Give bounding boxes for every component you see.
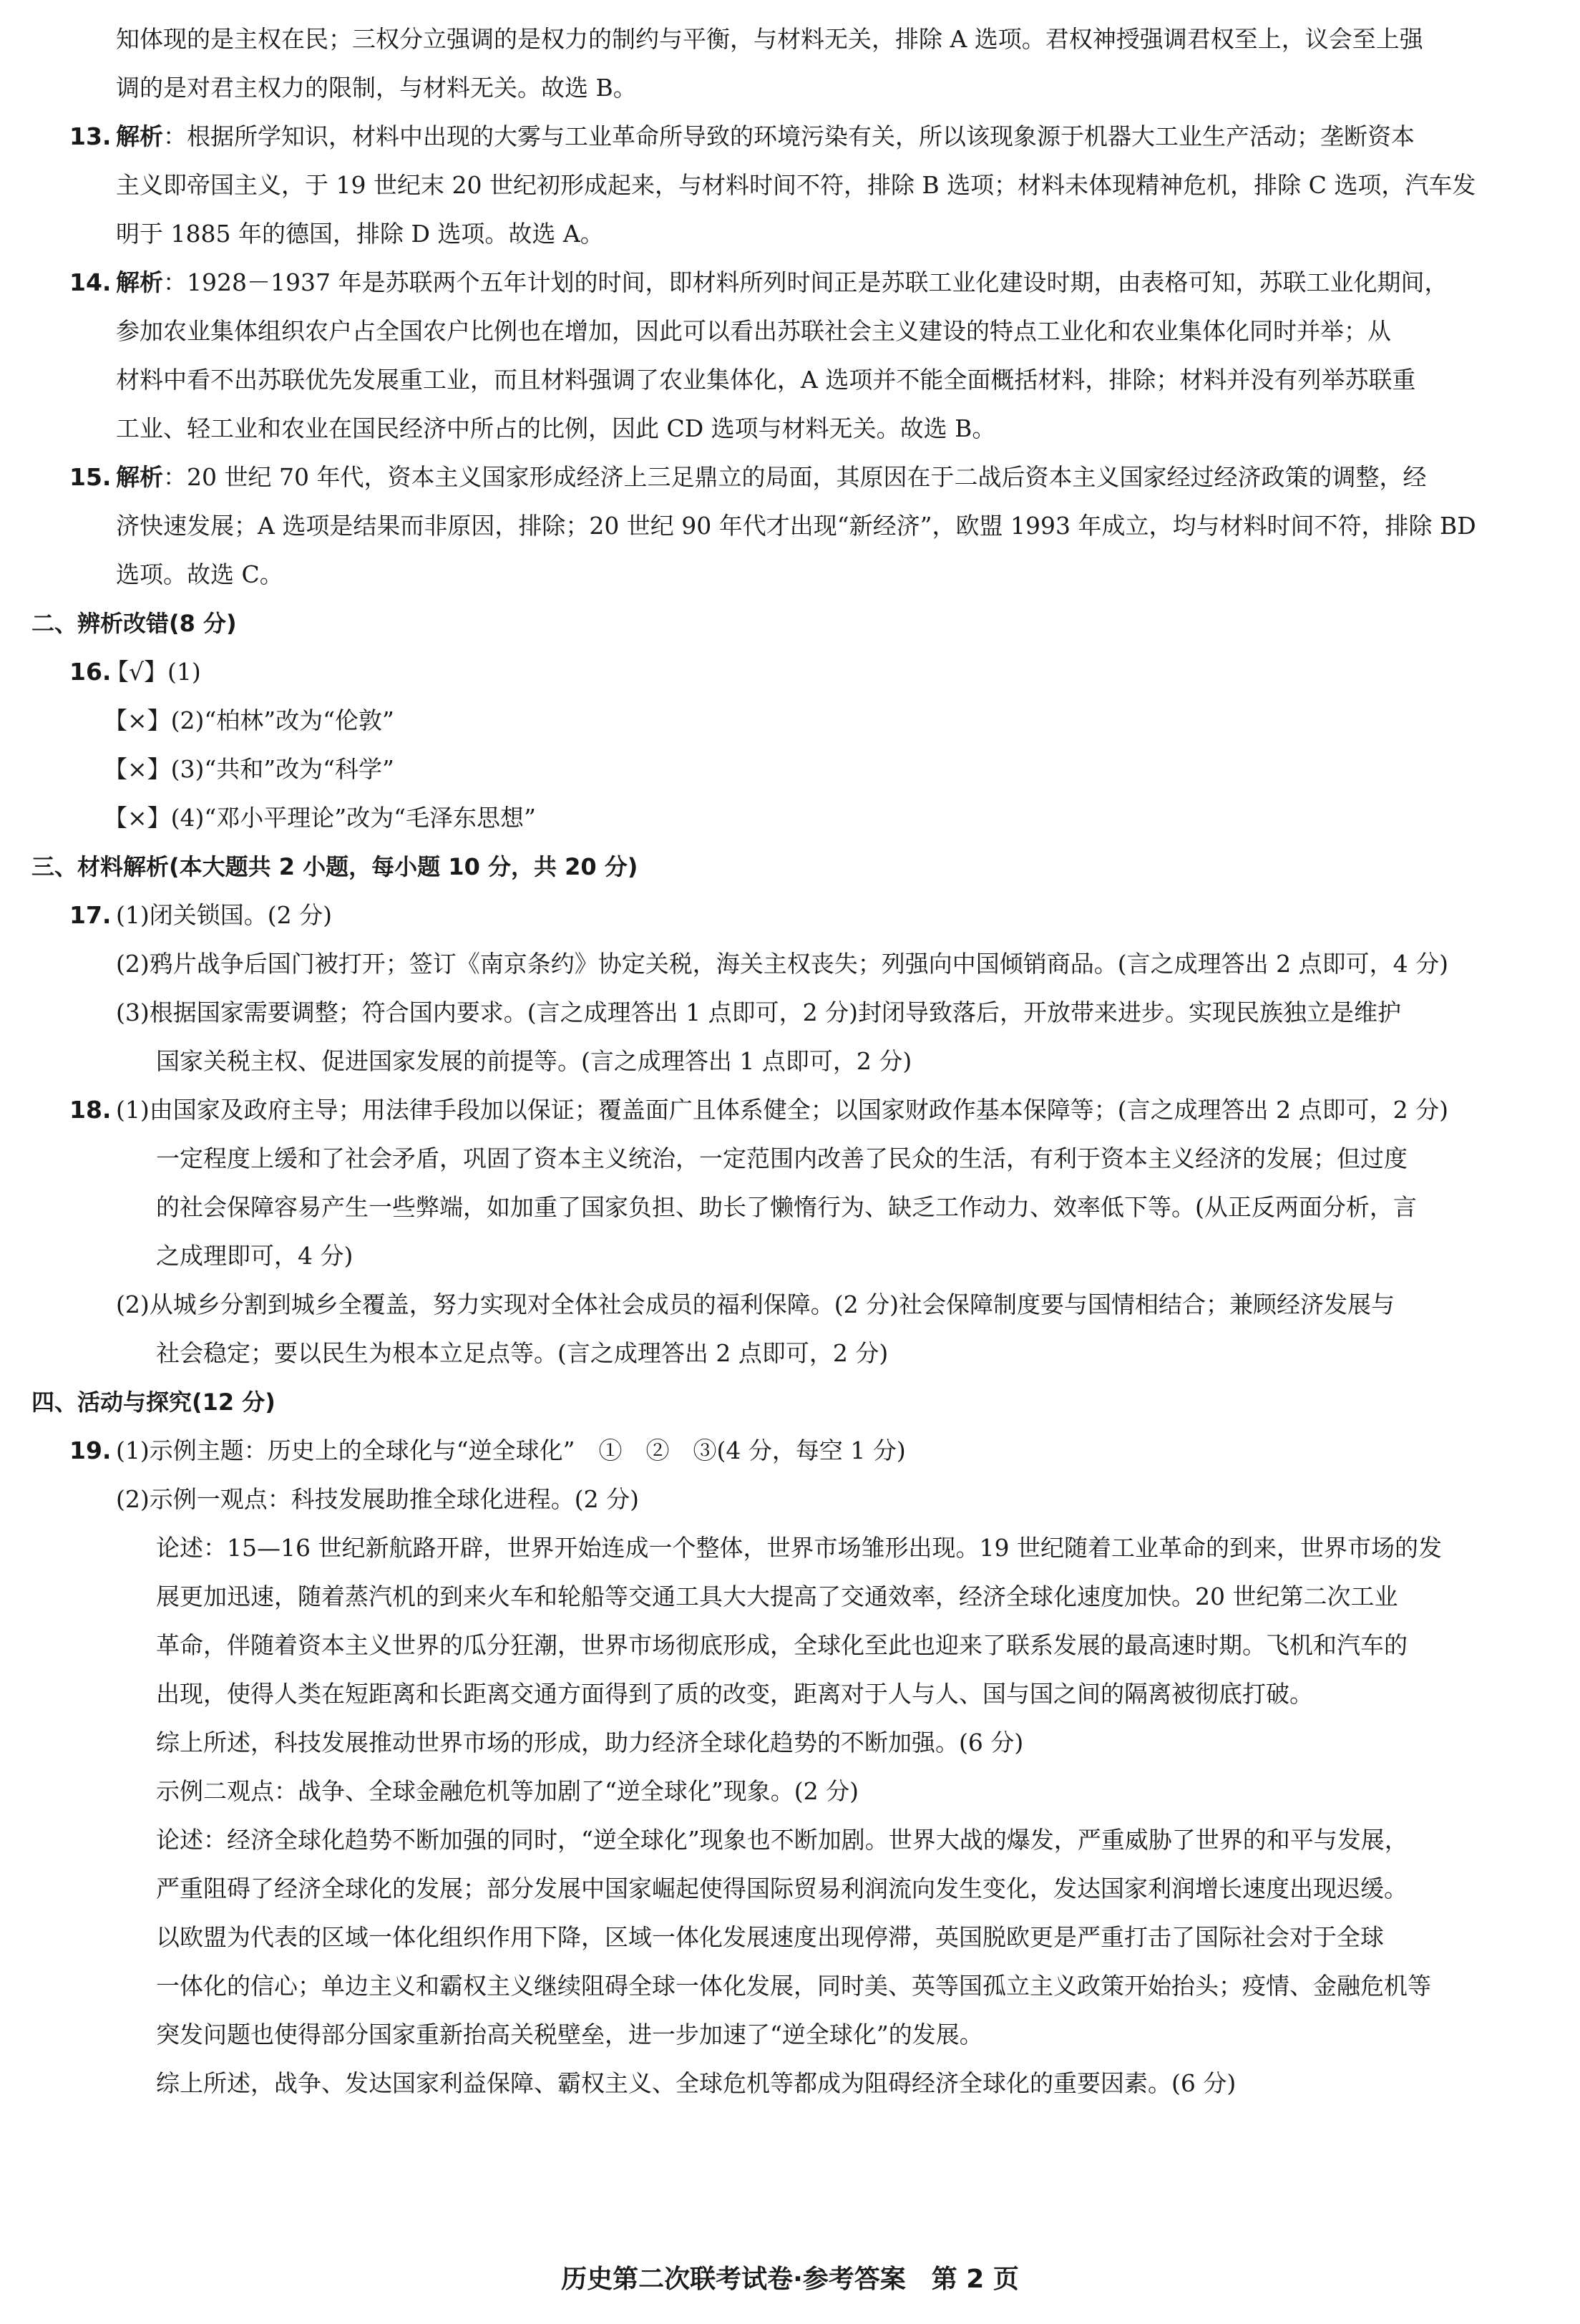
q19-line-11: 以欧盟为代表的区域一体化组织作用下降，区域一体化发展速度出现停滞，英国脱欧更是严重打击了国际社会对于全球 — [156, 1923, 1384, 1951]
q13-text: ：根据所学知识，材料中出现的大雾与工业革命所导致的环境污染有关，所以该现象源于机器大工业生产活动；垄断资本 — [163, 122, 1415, 150]
q18-line-5: (2)从城乡分割到城乡全覆盖，努力实现对全体社会成员的福利保障。(2 分)社会保障制度要与国情相结合；兼顾经济发展与 — [116, 1290, 1395, 1318]
question-number: 16. — [69, 658, 112, 686]
q14-line-3: 材料中看不出苏联优先发展重工业，而且材料强调了农业集体化，A 选项并不能全面概括材料，排除；材料并没有列举苏联重 — [116, 366, 1416, 394]
q17-line-3: (3)根据国家需要调整；符合国内要求。(言之成理答出 1 点即可，2 分)封闭导致落后，开放带来进步。实现民族独立是维护 — [116, 998, 1401, 1026]
q16-answer-4: 【×】(4)“邓小平理论”改为“毛泽东思想” — [104, 804, 536, 832]
q19-line-10: 严重阻碍了经济全球化的发展；部分发展中国家崛起使得国际贸易利润流向发生变化，发达国家利润增长速度出现迟缓。 — [156, 1875, 1408, 1902]
q19-line-2: (2)示例一观点：科技发展助推全球化进程。(2 分) — [116, 1485, 639, 1513]
q15-line-2: 济快速发展；A 选项是结果而非原因，排除；20 世纪 90 年代才出现“新经济”，欧盟 1993 年成立，均与材料时间不符，排除 BD — [116, 512, 1476, 540]
q19-line-5: 革命，伴随着资本主义世界的瓜分狂潮，世界市场彻底形成，全球化至此也迎来了联系发展的最高速时期。飞机和汽车的 — [156, 1631, 1408, 1659]
q17-line-4: 国家关税主权、促进国家发展的前提等。(言之成理答出 1 点即可，2 分) — [156, 1047, 912, 1075]
q19-line-6: 出现，使得人类在短距离和长距离交通方面得到了质的改变，距离对于人与人、国与国之间的隔离被彻底打破。 — [156, 1680, 1313, 1708]
q19-line-7: 综上所述，科技发展推动世界市场的形成，助力经济全球化趋势的不断加强。(6 分) — [156, 1729, 1024, 1756]
q18-line-2: 一定程度上缓和了社会矛盾，巩固了资本主义统治，一定范围内改善了民众的生活，有利于资本主义经济的发展；但过度 — [156, 1144, 1408, 1172]
section-heading-3: 三、材料解析(本大题共 2 小题，每小题 10 分，共 20 分) — [31, 853, 638, 880]
q16-answer-2: 【×】(2)“柏林”改为“伦敦” — [104, 706, 394, 734]
q19-line-9: 论述：经济全球化趋势不断加强的同时，“逆全球化”现象也不断加剧。世界大战的爆发，严重威胁了世界的和平与发展， — [156, 1826, 1408, 1854]
q13-line-2: 主义即帝国主义，于 19 世纪末 20 世纪初形成起来，与材料时间不符，排除 B 选项；材料未体现精神危机，排除 C 选项，汽车发 — [116, 171, 1476, 199]
q18-text: (1)由国家及政府主导；用法律手段加以保证；覆盖面广且体系健全；以国家财政作基本保障等；(言之成理答出 2 点即可，2 分) — [116, 1096, 1448, 1124]
q15-text: ：20 世纪 70 年代，资本主义国家形成经济上三足鼎立的局面，其原因在于二战后资本主义国家经过经济政策的调整，经 — [163, 463, 1427, 491]
q15-line-1 — [69, 462, 1426, 493]
q13-line-3: 明于 1885 年的德国，排除 D 选项。故选 A。 — [116, 220, 604, 248]
page-footer: 历史第二次联考试卷·参考答案 第 2 页 — [561, 2265, 1019, 2294]
q12-line-2: 调的是对君主权力的限制，与材料无关。故选 B。 — [116, 74, 637, 102]
q19-text: (1)示例主题：历史上的全球化与“逆全球化” ① ② ③(4 分，每空 1 分) — [116, 1436, 906, 1464]
q19-line-4: 展更加迅速，随着蒸汽机的到来火车和轮船等交通工具大大提高了交通效率，经济全球化速度加快。20 世纪第二次工业 — [156, 1582, 1398, 1610]
section-heading-2: 二、辨析改错(8 分) — [31, 610, 237, 637]
q14-line-1 — [69, 267, 1448, 298]
question-number: 18. — [69, 1096, 112, 1124]
q19-line-3: 论述：15—16 世纪新航路开辟，世界开始连成一个整体，世界市场雏形出现。19 世纪随着工业革命的到来，世界市场的发 — [156, 1534, 1442, 1562]
q18-line-6: 社会稳定；要以民生为根本立足点等。(言之成理答出 2 点即可，2 分) — [156, 1339, 889, 1367]
q19-line-12: 一体化的信心；单边主义和霸权主义继续阻碍全球一体化发展，同时美、英等国孤立主义政策开始抬头；疫情、金融危机等 — [156, 1972, 1431, 2000]
q14-text: ：1928－1937 年是苏联两个五年计划的时间，即材料所列时间正是苏联工业化建设时期，由表格可知，苏联工业化期间， — [163, 268, 1448, 296]
question-number: 14. — [69, 268, 112, 296]
question-number: 19. — [69, 1436, 112, 1464]
question-number: 13. — [69, 122, 112, 150]
q19-line-1 — [69, 1435, 906, 1467]
q18-line-1 — [69, 1094, 1448, 1126]
q15-line-3: 选项。故选 C。 — [116, 560, 283, 588]
q17-line-1 — [69, 900, 332, 931]
q16-line-1 — [69, 656, 201, 688]
analysis-label: 解析 — [116, 268, 163, 296]
q14-line-4: 工业、轻工业和农业在国民经济中所占的比例，因此 CD 选项与材料无关。故选 B。 — [116, 414, 996, 442]
analysis-label: 解析 — [116, 463, 163, 491]
q17-line-2: (2)鸦片战争后国门被打开；签订《南京条约》协定关税，海关主权丧失；列强向中国倾销商品。(言之成理答出 2 点即可，4 分) — [116, 950, 1448, 978]
q14-line-2: 参加农业集体组织农户占全国农户比例也在增加，因此可以看出苏联社会主义建设的特点工业化和农业集体化同时并举；从 — [116, 317, 1391, 345]
q18-line-4: 之成理即可，4 分) — [156, 1242, 353, 1270]
q17-text: (1)闭关锁国。(2 分) — [116, 901, 332, 929]
question-number: 15. — [69, 463, 112, 491]
q19-line-8: 示例二观点：战争、全球金融危机等加剧了“逆全球化”现象。(2 分) — [156, 1777, 859, 1805]
question-number: 17. — [69, 901, 112, 929]
q16-answer-1: 【√】(1) — [105, 658, 201, 686]
q16-answer-3: 【×】(3)“共和”改为“科学” — [104, 755, 394, 783]
q18-line-3: 的社会保障容易产生一些弊端，如加重了国家负担、助长了懒惰行为、缺乏工作动力、效率低下等。(从正反两面分析，言 — [156, 1193, 1417, 1221]
q19-line-14: 综上所述，战争、发达国家利益保障、霸权主义、全球危机等都成为阻碍经济全球化的重要因素。(6 分) — [156, 2069, 1237, 2097]
analysis-label: 解析 — [116, 122, 163, 150]
q12-line-1: 知体现的是主权在民；三权分立强调的是权力的制约与平衡，与材料无关，排除 A 选项。君权神授强调君权至上，议会至上强 — [116, 25, 1423, 53]
q19-line-13: 突发问题也使得部分国家重新抬高关税壁垒，进一步加速了“逆全球化”的发展。 — [156, 2021, 983, 2048]
q13-line-1 — [69, 121, 1415, 152]
section-heading-4: 四、活动与探究(12 分) — [31, 1389, 275, 1416]
